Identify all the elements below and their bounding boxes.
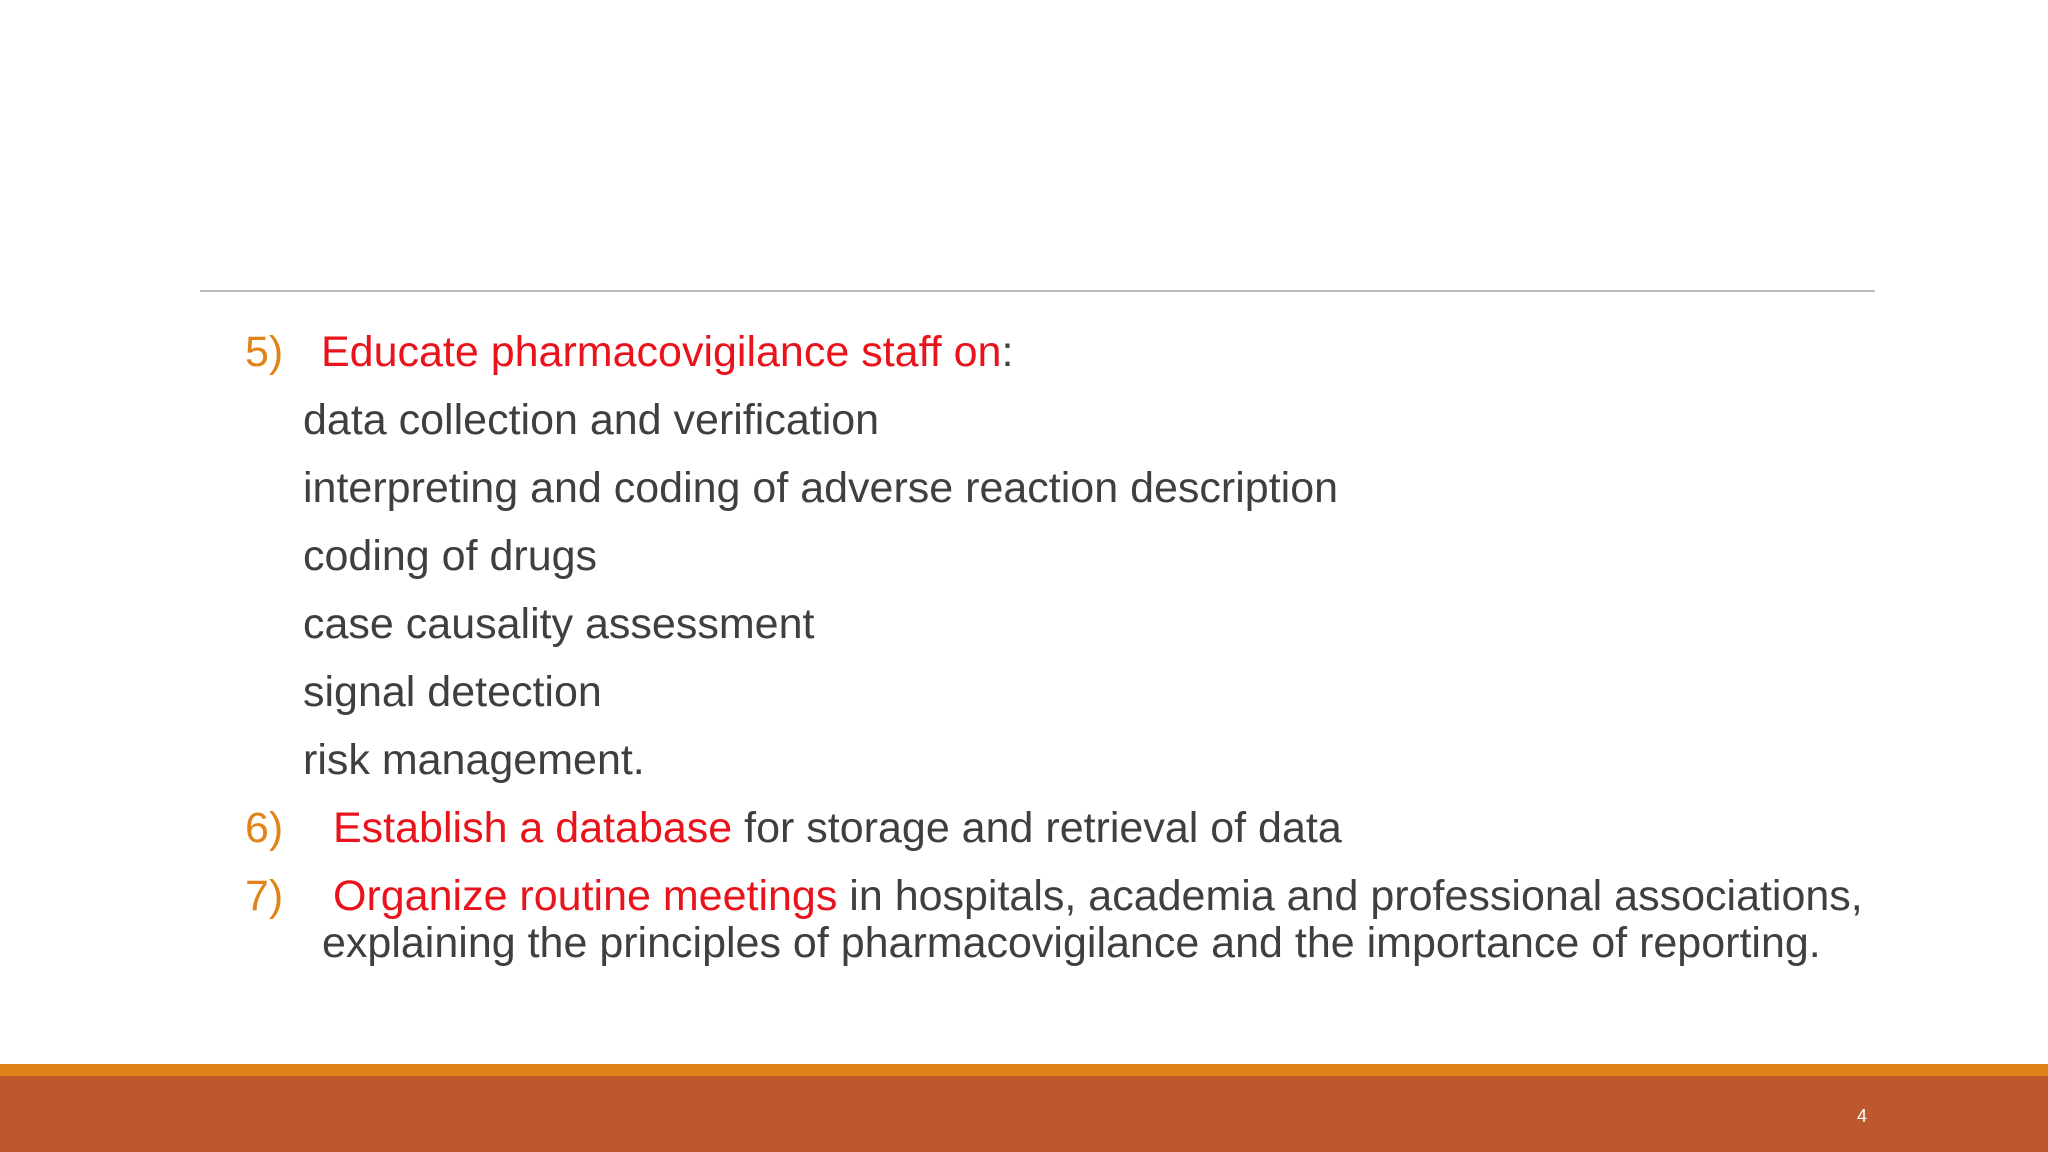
sub-item: interpreting and coding of adverse reaction description xyxy=(303,464,1339,512)
item-highlight: Establish a database xyxy=(333,804,733,852)
sub-item: signal detection xyxy=(303,668,602,716)
sub-item: data collection and verification xyxy=(303,396,880,444)
list-item-5 xyxy=(245,318,2005,386)
page-number: 4 xyxy=(1856,1106,1867,1126)
footer-stripe xyxy=(0,1064,2048,1076)
item-text: : xyxy=(1001,328,1014,376)
title-divider xyxy=(200,290,1875,292)
item-number: 5) xyxy=(245,328,284,376)
item-highlight: Educate pharmacovigilance staff on xyxy=(321,328,1002,376)
footer-bar xyxy=(0,1076,2048,1152)
sub-item: case causality assessment xyxy=(303,600,815,648)
item-number: 7) xyxy=(245,872,284,920)
list-item-6 xyxy=(245,794,2005,862)
sub-item: coding of drugs xyxy=(303,532,598,580)
item-number: 6) xyxy=(245,804,284,852)
sub-item: risk management. xyxy=(303,736,645,784)
item-highlight: Organize routine meetings xyxy=(333,872,838,920)
slide-body xyxy=(245,318,2005,970)
item-text: for storage and retrieval of data xyxy=(732,804,1342,852)
item-text: in hospitals, academia and professional associations, xyxy=(837,872,1863,920)
item-continuation: explaining the principles of pharmacovigilance and the importance of reporting. xyxy=(322,919,1821,967)
